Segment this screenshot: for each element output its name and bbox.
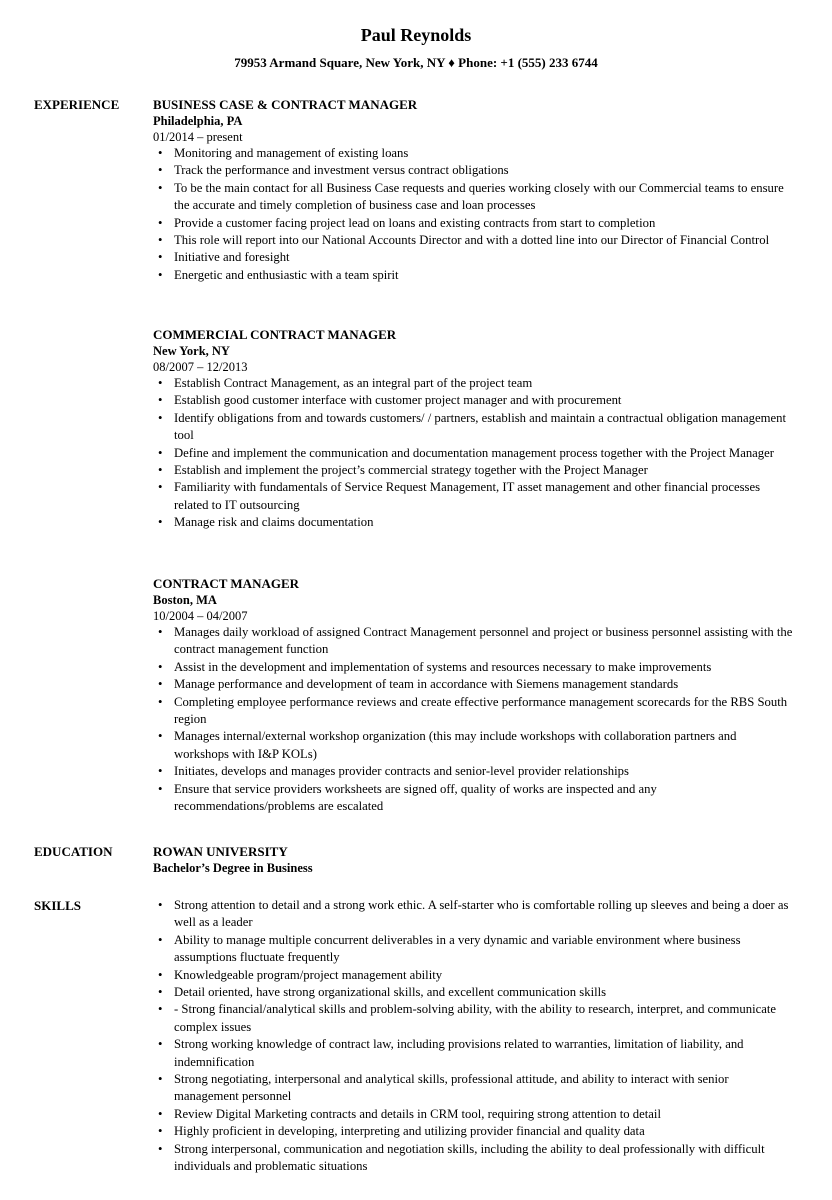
bullet-icon: •	[158, 1037, 163, 1052]
job-location: Boston, MA	[153, 593, 217, 607]
list-item-text: Establish and implement the project’s commercial strategy together with the Project Manager	[174, 463, 648, 478]
list-item-text: Detail oriented, have strong organizational skills, and excellent communication skills	[174, 985, 607, 1000]
bullet-icon: •	[158, 445, 163, 460]
job-bullet-list	[153, 145, 793, 284]
bullet-icon: •	[158, 180, 163, 195]
list-item-text: Track the performance and investment versus contract obligations	[174, 163, 509, 178]
list-item	[153, 1001, 793, 1036]
job-dates: 01/2014 – present	[153, 130, 243, 144]
list-item	[153, 462, 793, 479]
list-item-text: Strong working knowledge of contract law, including provisions related to warranties, limitation of liability, and indemnification	[174, 1037, 744, 1069]
list-item	[153, 479, 793, 514]
list-item-text: To be the main contact for all Business Case requests and queries working closely with our Commercial teams to ensure the accurate and timely completion of business case and loan processes	[174, 180, 784, 213]
bullet-icon: •	[158, 1106, 163, 1121]
bullet-icon: •	[158, 515, 163, 530]
list-item	[153, 215, 793, 232]
list-item-text: This role will report into our National Accounts Director and with a dotted line into our Director of Financial Control	[174, 233, 770, 248]
bullet-icon: •	[158, 267, 163, 282]
job-dates: 10/2004 – 04/2007	[153, 609, 248, 623]
bullet-icon: •	[158, 659, 163, 674]
bullet-icon: •	[158, 1141, 163, 1156]
bullet-icon: •	[158, 480, 163, 495]
bullet-icon: •	[158, 163, 163, 178]
list-item-text: Provide a customer facing project lead on loans and existing contracts from start to completion	[174, 215, 656, 230]
job-bullet-list	[153, 375, 793, 532]
bullet-icon: •	[158, 781, 163, 796]
bullet-icon: •	[158, 625, 163, 639]
bullet-icon: •	[158, 764, 163, 779]
list-item	[153, 897, 793, 932]
list-item-text: - Strong financial/analytical skills and problem-solving ability, with the ability to research, interpret, and communicate complex issues	[174, 1002, 777, 1034]
job-title: COMMERCIAL CONTRACT MANAGER	[153, 327, 397, 342]
job-location: Philadelphia, PA	[153, 114, 243, 128]
degree: Bachelor’s Degree in Business	[153, 861, 313, 875]
bullet-icon: •	[158, 677, 163, 692]
list-item	[153, 967, 793, 984]
list-item	[153, 249, 793, 266]
list-item-text: Manage performance and development of team in accordance with Siemens management standards	[174, 677, 679, 692]
list-item-text: Establish Contract Management, as an integral part of the project team	[174, 376, 533, 390]
list-item	[153, 180, 793, 215]
bullet-icon: •	[158, 233, 163, 248]
list-item-text: Monitoring and management of existing loans	[174, 146, 409, 160]
list-item	[153, 392, 793, 409]
list-item	[153, 932, 793, 967]
candidate-name: Paul Reynolds	[360, 25, 472, 45]
bullet-icon: •	[158, 729, 163, 744]
list-item-text: Define and implement the communication and documentation management process together with the Project Manager	[174, 445, 774, 460]
list-item	[153, 232, 793, 249]
list-item-text: Ability to manage multiple concurrent deliverables in a very dynamic and variable environment where business assumptions fluctuate frequently	[174, 932, 741, 965]
list-item-text: Strong attention to detail and a strong work ethic. A self-starter who is comfortable rolling up sleeves and being a doer as well as a leader	[174, 898, 789, 930]
job-entry	[153, 575, 793, 815]
list-item-text: Ensure that service providers worksheets are signed off, quality of works are inspected and any recommendations/problems are escalated	[174, 781, 657, 814]
job-title: BUSINESS CASE & CONTRACT MANAGER	[153, 97, 418, 112]
job-title: CONTRACT MANAGER	[153, 576, 300, 591]
job-dates: 08/2007 – 12/2013	[153, 360, 248, 374]
bullet-icon: •	[158, 146, 163, 160]
list-item-text: Highly proficient in developing, interpreting and utilizing provider financial and quality data	[174, 1124, 645, 1139]
bullet-icon: •	[158, 985, 163, 1000]
list-item	[153, 1123, 793, 1140]
list-item	[153, 445, 793, 462]
job-bullet-list	[153, 624, 793, 815]
list-item	[153, 624, 793, 659]
list-item	[153, 781, 793, 816]
list-item	[153, 728, 793, 763]
list-item-text: Knowledgeable program/project management ability	[174, 967, 443, 982]
list-item	[153, 659, 793, 676]
list-item	[153, 145, 793, 162]
list-item	[153, 514, 793, 531]
bullet-icon: •	[158, 463, 163, 478]
bullet-icon: •	[158, 1124, 163, 1139]
education-entry	[153, 843, 793, 876]
school-name: ROWAN UNIVERSITY	[153, 844, 288, 859]
list-item	[153, 694, 793, 729]
list-item-text: Manages daily workload of assigned Contract Management personnel and project or business personnel assisting with the contract management function	[174, 625, 793, 657]
bullet-icon: •	[158, 1072, 163, 1087]
list-item-text: Identify obligations from and towards customers/ / partners, establish and maintain a contractual obligation management tool	[174, 410, 787, 443]
section-label-education: EDUCATION	[34, 844, 113, 859]
list-item-text: Familiarity with fundamentals of Service Request Management, IT asset management and other financial processes related to IT outsourcing	[174, 480, 761, 512]
list-item-text: Manage risk and claims documentation	[174, 515, 374, 530]
contact-line: 79953 Armand Square, New York, NY ♦ Phone: +1 (555) 233 6744	[234, 55, 598, 70]
list-item	[153, 1106, 793, 1123]
list-item-text: Assist in the development and implementation of systems and resources necessary to make improvements	[174, 659, 712, 674]
list-item	[153, 1036, 793, 1071]
bullet-icon: •	[158, 393, 163, 408]
list-item	[153, 410, 793, 445]
job-entry	[153, 96, 793, 284]
skills-list	[153, 897, 793, 1176]
list-item-text: Completing employee performance reviews and create effective performance management scorecards for the RBS South region	[174, 694, 788, 727]
list-item-text: Review Digital Marketing contracts and details in CRM tool, requiring strong attention to detail	[174, 1106, 661, 1121]
skills-entry	[153, 897, 793, 1176]
list-item-text: Strong interpersonal, communication and negotiation skills, including the ability to deal professionally with difficult individuals and problematic situations	[174, 1141, 765, 1174]
list-item	[153, 1141, 793, 1176]
list-item	[153, 984, 793, 1001]
job-location: New York, NY	[153, 344, 230, 358]
list-item-text: Establish good customer interface with customer project manager and with procurement	[174, 393, 622, 408]
list-item-text: Initiative and foresight	[174, 250, 290, 265]
bullet-icon: •	[158, 215, 163, 230]
job-entry	[153, 326, 793, 532]
list-item	[153, 763, 793, 780]
list-item-text: Manages internal/external workshop organization (this may include workshops with collaboration partners and workshops with I&P KOLs)	[174, 729, 737, 761]
section-label-experience: EXPERIENCE	[34, 97, 120, 112]
bullet-icon: •	[158, 932, 163, 947]
bullet-icon: •	[158, 376, 163, 390]
bullet-icon: •	[158, 250, 163, 265]
bullet-icon: •	[158, 898, 163, 912]
list-item-text: Strong negotiating, interpersonal and analytical skills, professional attitude, and ability to interact with senior management personnel	[174, 1072, 729, 1104]
list-item-text: Energetic and enthusiastic with a team spirit	[174, 267, 399, 282]
bullet-icon: •	[158, 694, 163, 709]
list-item	[153, 267, 793, 284]
list-item	[153, 375, 793, 392]
list-item-text: Initiates, develops and manages provider contracts and senior-level provider relationships	[174, 764, 629, 779]
bullet-icon: •	[158, 1002, 163, 1017]
section-label-skills: SKILLS	[34, 898, 81, 913]
list-item	[153, 1071, 793, 1106]
bullet-icon: •	[158, 410, 163, 425]
list-item	[153, 162, 793, 179]
list-item	[153, 676, 793, 693]
bullet-icon: •	[158, 967, 163, 982]
